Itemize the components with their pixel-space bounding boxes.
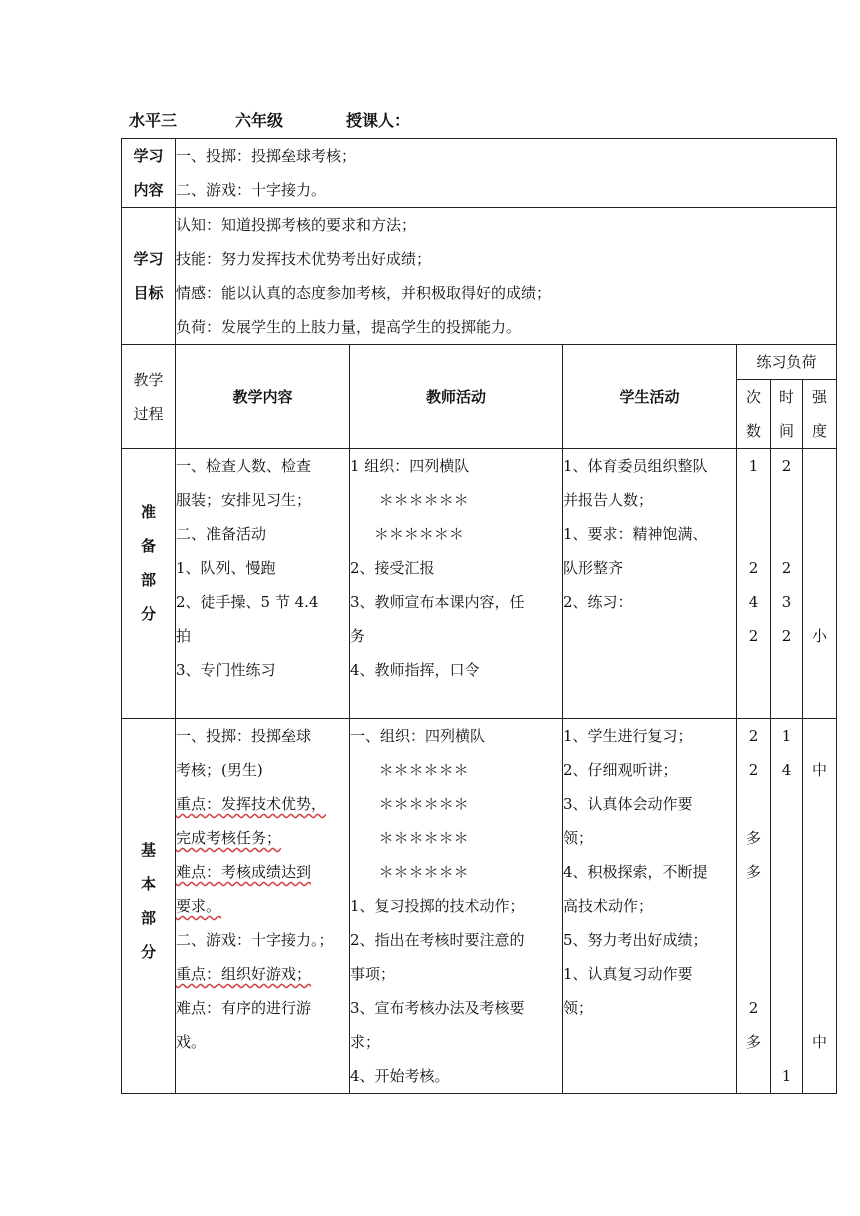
lesson-plan-table: [121, 138, 837, 1094]
teacher-label: 授课人：: [346, 111, 411, 130]
content-line: 二、游戏：十字接力。: [176, 181, 327, 199]
prep-section: [122, 449, 837, 719]
prep-time: 2 2 3 2: [771, 449, 803, 719]
content-header: 教学内容: [176, 345, 350, 449]
count-header: 次 数: [737, 380, 771, 449]
basic-intensity: 中 中: [803, 719, 837, 1094]
goal-line: 负荷：发展学生的上肢力量，提高学生的投掷能力。: [176, 318, 522, 336]
goal-label: 学习 目标: [122, 208, 176, 345]
goal-line: 认知：知道投掷考核的要求和方法；: [176, 216, 417, 234]
basic-student: 1、学生进行复习； 2、仔细观听讲； 3、认真体会动作要 领； 4、积极探索，不断提 高技术动作； 5、努力考出好成绩； 1、认真复习动作要 领；: [563, 719, 737, 1094]
grade-text: 六年级: [235, 111, 284, 130]
prep-intensity: 小: [803, 449, 837, 719]
basic-time: 1 4 1: [771, 719, 803, 1094]
prep-content: 一、检查人数、检查 服装；安排见习生； 二、准备活动 1、队列、慢跑 2、徒手操、5 节 4.4 拍 3、专门性练习: [176, 449, 350, 719]
prep-count: 1 2 4 2: [737, 449, 771, 719]
basic-content: 一、投掷：投掷垒球 考核；(男生) 重点：发挥技术优势， 完成考核任务； 难点：考核成绩达到 要求。 二、游戏：十字接力。； 重点：组织好游戏； 难点：有序的进行游 戏。: [176, 719, 350, 1094]
student-header: 学生活动: [563, 345, 737, 449]
basic-label: 基 本 部 分: [122, 719, 176, 1094]
goal-lines: [176, 208, 837, 345]
goal-row: [122, 208, 837, 345]
content-line: 一、投掷：投掷垒球考核；: [176, 147, 357, 165]
basic-teacher: 一、组织：四列横队 ＊＊＊＊＊＊ ＊＊＊＊＊＊ ＊＊＊＊＊＊ ＊＊＊＊＊＊ 1、复习投掷的技术动作； 2、指出在考核时要注意的 事项； 3、宣布考核办法及考核要 求； 4、开始考核。: [350, 719, 563, 1094]
teacher-header: 教师活动: [350, 345, 563, 449]
prep-teacher: 1 组织：四列横队 ＊＊＊＊＊＊ ＊＊＊＊＊＊ 2、接受汇报 3、教师宣布本课内容，任 务 4、教师指挥，口令: [350, 449, 563, 719]
basic-section: [122, 719, 837, 1094]
prep-label: 准 备 部 分: [122, 449, 176, 719]
content-label: 学习 内容: [122, 139, 176, 208]
load-header: 练习负荷: [737, 345, 837, 380]
process-header: 教学 过程: [122, 345, 176, 449]
goal-line: 情感：能以认真的态度参加考核，并积极取得好的成绩；: [176, 284, 552, 302]
prep-student: 1、体育委员组织整队 并报告人数； 1、要求：精神饱满、 队形整齐 2、练习：: [563, 449, 737, 719]
level-text: 水平三: [129, 111, 178, 130]
column-header-row: [122, 345, 837, 380]
content-lines: [176, 139, 837, 208]
intensity-header: 强 度: [803, 380, 837, 449]
goal-line: 技能：努力发挥技术优势考出好成绩；: [176, 250, 432, 268]
basic-count: 2 2 多 多 2 多: [737, 719, 771, 1094]
time-header: 时 间: [771, 380, 803, 449]
content-row: [122, 139, 837, 208]
